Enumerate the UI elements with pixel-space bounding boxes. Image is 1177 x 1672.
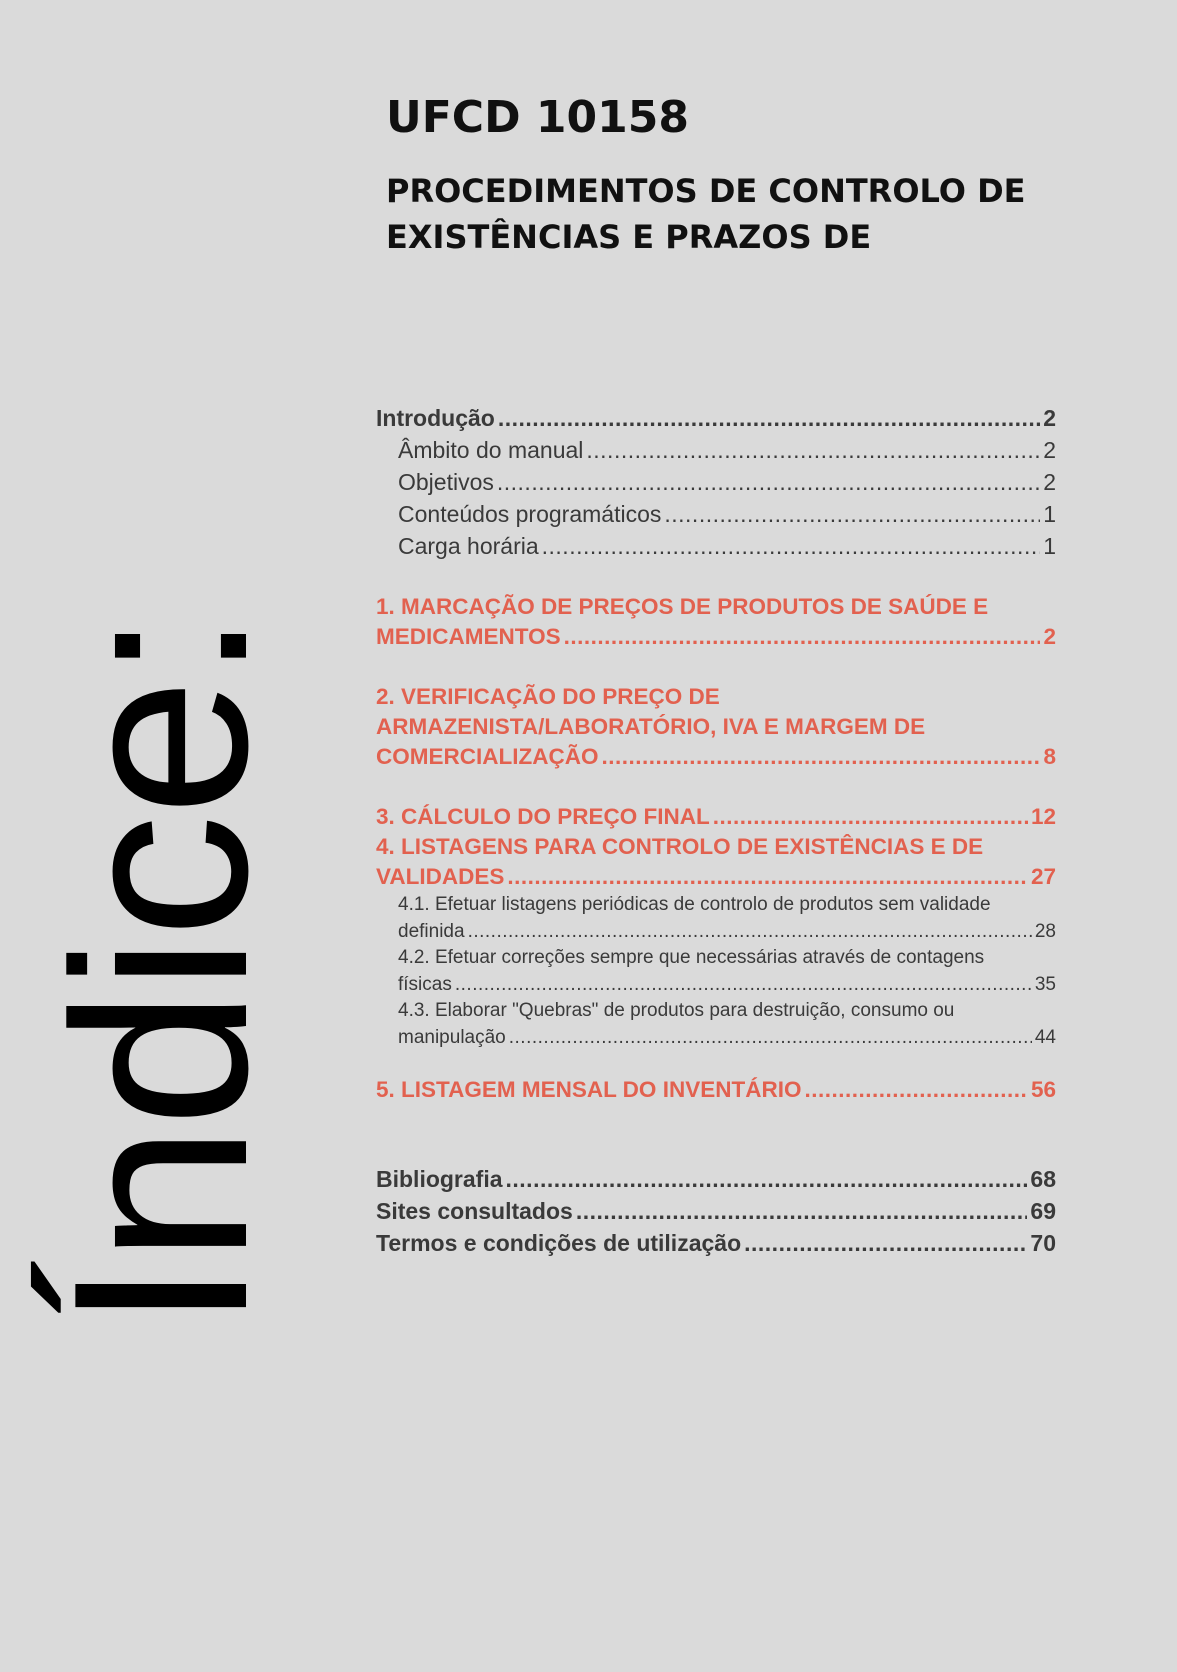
title-line-1: PROCEDIMENTOS DE CONTROLO DE xyxy=(386,172,1026,210)
toc-leader xyxy=(498,402,1040,434)
toc-page: 28 xyxy=(1034,920,1056,942)
toc-label: Conteúdos programáticos xyxy=(398,501,662,527)
toc-page: 35 xyxy=(1034,973,1056,995)
toc-page: 27 xyxy=(1030,864,1056,889)
toc-label: 5. LISTAGEM MENSAL DO INVENTÁRIO xyxy=(376,1077,802,1102)
toc-intro-item[interactable] xyxy=(376,434,1056,466)
document-title xyxy=(386,168,1026,260)
toc-label: 2. VERIFICAÇÃO DO PREÇO DE xyxy=(376,684,720,709)
toc-label: VALIDADES xyxy=(376,864,505,889)
toc-label: 3. CÁLCULO DO PREÇO FINAL xyxy=(376,804,710,829)
side-index-label: Índice: xyxy=(21,613,299,1330)
toc-page: 69 xyxy=(1030,1198,1056,1224)
toc-label: definida xyxy=(398,920,465,942)
toc-leader xyxy=(497,466,1040,498)
toc-page: 2 xyxy=(1043,405,1056,431)
toc-label: Introdução xyxy=(376,405,495,431)
title-line-2: EXISTÊNCIAS E PRAZOS DE xyxy=(386,218,872,256)
toc-leader xyxy=(506,1163,1028,1195)
toc-page: 44 xyxy=(1034,1026,1056,1048)
toc-label: ARMAZENISTA/LABORATÓRIO, IVA E MARGEM DE xyxy=(376,714,926,739)
toc-leader xyxy=(468,919,1032,946)
toc-page: 12 xyxy=(1030,804,1056,829)
toc-chapter-5[interactable] xyxy=(376,1075,1056,1105)
toc-intro-item[interactable] xyxy=(376,530,1056,562)
toc-leader xyxy=(601,742,1040,772)
toc-sites[interactable] xyxy=(376,1195,1056,1227)
toc-page: 70 xyxy=(1030,1230,1056,1256)
document-header xyxy=(386,90,1086,260)
toc-label: 4. LISTAGENS PARA CONTROLO DE EXISTÊNCIAS E DE xyxy=(376,834,984,859)
toc-chapter-4-item[interactable] xyxy=(376,945,1056,998)
toc-leader xyxy=(507,862,1028,892)
toc-chapter-1[interactable] xyxy=(376,592,1056,652)
toc-page: 1 xyxy=(1043,533,1056,559)
toc-chapter-4[interactable] xyxy=(376,832,1056,892)
toc-terms[interactable] xyxy=(376,1227,1056,1259)
toc-label: COMERCIALIZAÇÃO xyxy=(376,744,599,769)
toc-page: 2 xyxy=(1043,624,1056,649)
toc-label: 4.1. Efetuar listagens periódicas de controlo de produtos sem validade xyxy=(398,894,991,915)
toc-chapter-2[interactable] xyxy=(376,682,1056,772)
toc-label: Termos e condições de utilização xyxy=(376,1230,742,1256)
toc-label: Bibliografia xyxy=(376,1166,503,1192)
toc-label: MEDICAMENTOS xyxy=(376,624,561,649)
toc-chapter-3[interactable] xyxy=(376,802,1056,832)
toc-leader xyxy=(509,1025,1032,1052)
toc-page: 8 xyxy=(1043,744,1056,769)
toc-chapter-4-item[interactable] xyxy=(376,892,1056,945)
toc-leader xyxy=(455,972,1032,999)
toc-intro-item[interactable] xyxy=(376,498,1056,530)
toc-label: Objetivos xyxy=(398,469,494,495)
toc-page: 68 xyxy=(1030,1166,1056,1192)
toc-leader xyxy=(586,434,1040,466)
toc-page: 2 xyxy=(1043,437,1056,463)
toc-page: 1 xyxy=(1043,501,1056,527)
toc-page: 2 xyxy=(1043,469,1056,495)
toc-label: 4.2. Efetuar correções sempre que necessárias através de contagens xyxy=(398,947,985,968)
ufcd-code: UFCD 10158 xyxy=(386,92,689,143)
toc-intro[interactable] xyxy=(376,402,1056,434)
toc-leader xyxy=(804,1075,1028,1105)
toc-leader xyxy=(713,802,1028,832)
toc-leader xyxy=(664,498,1040,530)
toc-leader xyxy=(744,1227,1027,1259)
toc-label: físicas xyxy=(398,973,452,995)
toc-chapter-4-item[interactable] xyxy=(376,998,1056,1051)
toc-leader xyxy=(576,1195,1028,1227)
toc-label: Âmbito do manual xyxy=(398,437,584,463)
toc-bibliography[interactable] xyxy=(376,1163,1056,1195)
toc-leader xyxy=(564,622,1041,652)
table-of-contents xyxy=(376,402,1056,1259)
toc-label: manipulação xyxy=(398,1026,506,1048)
toc-label: 4.3. Elaborar "Quebras" de produtos para destruição, consumo ou xyxy=(398,1000,955,1021)
toc-label: Carga horária xyxy=(398,533,539,559)
toc-leader xyxy=(542,530,1041,562)
toc-page: 56 xyxy=(1030,1077,1056,1102)
toc-label: 1. MARCAÇÃO DE PREÇOS DE PRODUTOS DE SAÚDE E xyxy=(376,594,989,619)
toc-label: Sites consultados xyxy=(376,1198,573,1224)
toc-intro-item[interactable] xyxy=(376,466,1056,498)
